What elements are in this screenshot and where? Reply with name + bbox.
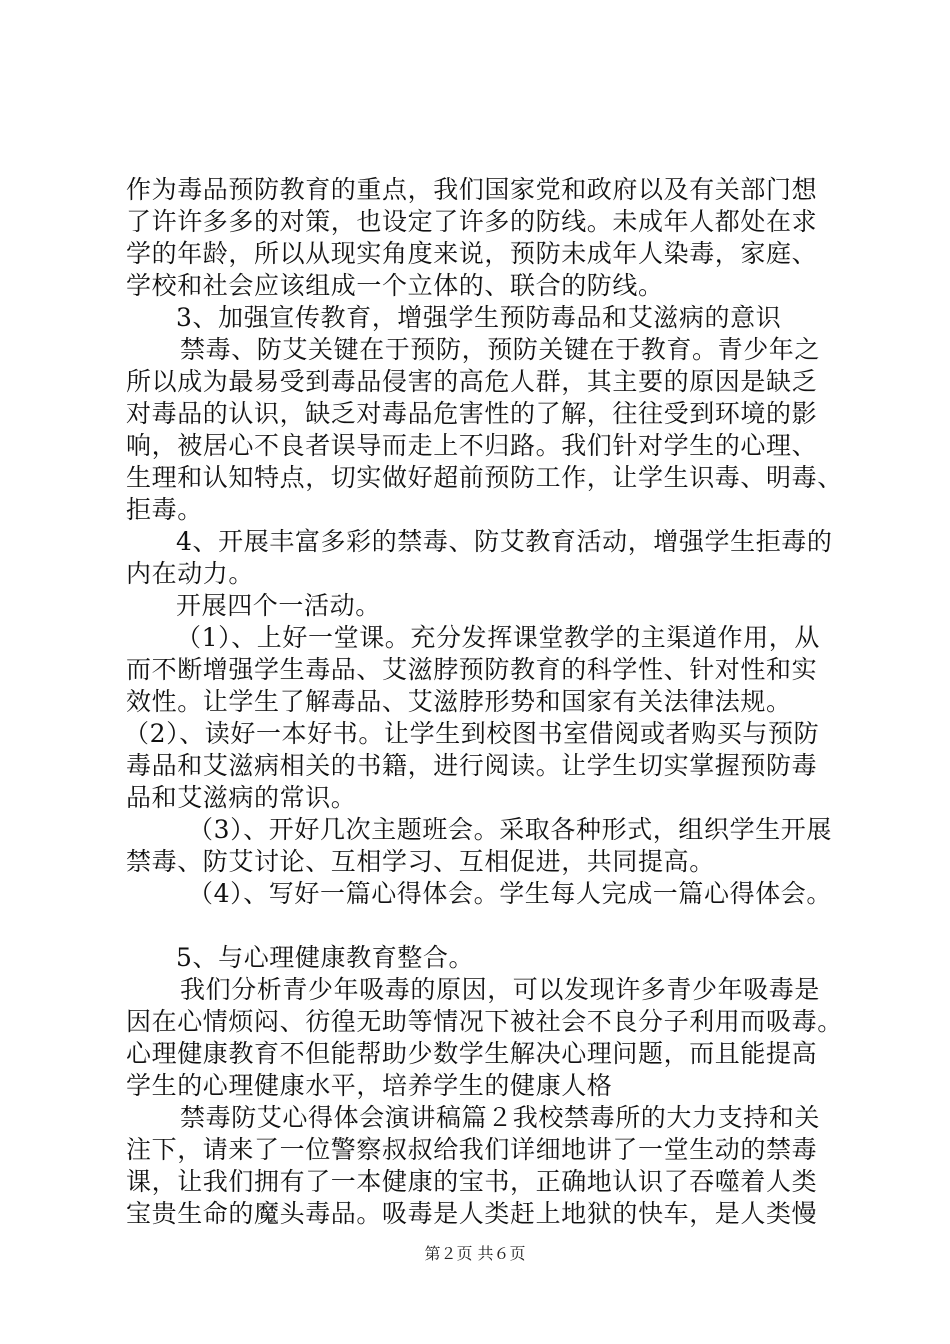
paragraph-line: 禁毒、防艾讨论、互相学习、互相促进，共同提高。 [126,847,715,876]
section-heading: 5、与心理健康教育整合。 [176,943,475,972]
paragraph-line: 毒品和艾滋病相关的书籍，进行阅读。让学生切实掌握预防毒 [126,751,818,780]
paragraph-line: 因在心情烦闷、彷徨无助等情况下被社会不良分子利用而吸毒。 [126,1007,843,1036]
paragraph-line: 禁毒防艾心得体会演讲稿篇２我校禁毒所的大力支持和关 [180,1103,821,1132]
paragraph-line: 而不断增强学生毒品、艾滋脖预防教育的科学性、针对性和实 [126,655,818,684]
section-heading: 3、加强宣传教育，增强学生预防毒品和艾滋病的意识 [176,303,782,332]
paragraph-line: 课，让我们拥有了一本健康的宝书，正确地认识了吞噬着人类 [126,1167,818,1196]
page-number-footer: 第２页 共６页 [424,1244,526,1263]
paragraph-line: 了许许多多的对策，也设定了许多的防线。未成年人都处在求 [126,207,818,236]
paragraph-line: 学的年龄，所以从现实角度来说，预防未成年人染毒，家庭、 [126,239,818,268]
paragraph-line: 宝贵生命的魔头毒品。吸毒是人类赶上地狱的快车，是人类慢 [126,1199,818,1228]
paragraph-line: 响，被居心不良者误导而走上不归路。我们针对学生的心理、 [126,431,818,460]
list-item: （1）、上好一堂课。充分发挥课堂教学的主渠道作用，从 [176,623,821,652]
list-item: （4）、写好一篇心得体会。学生每人完成一篇心得体会。 [188,879,833,908]
list-item: （2）、读好一本好书。让学生到校图书室借阅或者购买与预防 [124,719,820,748]
paragraph-line: 注下，请来了一位警察叔叔给我们详细地讲了一堂生动的禁毒 [126,1135,818,1164]
paragraph-line: 对毒品的认识，缺乏对毒品危害性的了解，往往受到环境的影 [126,399,818,428]
paragraph-line: 内在动力。 [126,559,255,588]
paragraph-line: 我们分析青少年吸毒的原因，可以发现许多青少年吸毒是 [180,975,821,1004]
paragraph-line: 开展四个一活动。 [176,591,381,620]
paragraph-line: 品和艾滋病的常识。 [126,783,357,812]
paragraph-line: 禁毒、防艾关键在于预防，预防关键在于教育。青少年之 [180,335,821,364]
paragraph-line: 效性。让学生了解毒品、艾滋脖形势和国家有关法律法规。 [126,687,792,716]
paragraph-line: 作为毒品预防教育的重点，我们国家党和政府以及有关部门想 [126,175,818,204]
list-item: （3）、开好几次主题班会。采取各种形式，组织学生开展 [188,815,833,844]
paragraph-line: 心理健康教育不但能帮助少数学生解决心理问题，而且能提高 [126,1039,818,1068]
section-heading: 4、开展丰富多彩的禁毒、防艾教育活动，增强学生拒毒的 [176,527,833,556]
paragraph-line: 学生的心理健康水平，培养学生的健康人格 [126,1071,613,1100]
paragraph-line: 生理和认知特点，切实做好超前预防工作，让学生识毒、明毒、 [126,463,843,492]
paragraph-line: 学校和社会应该组成一个立体的、联合的防线。 [126,271,664,300]
paragraph-line: 拒毒。 [126,495,203,524]
paragraph-line: 所以成为最易受到毒品侵害的高危人群，其主要的原因是缺乏 [126,367,818,396]
